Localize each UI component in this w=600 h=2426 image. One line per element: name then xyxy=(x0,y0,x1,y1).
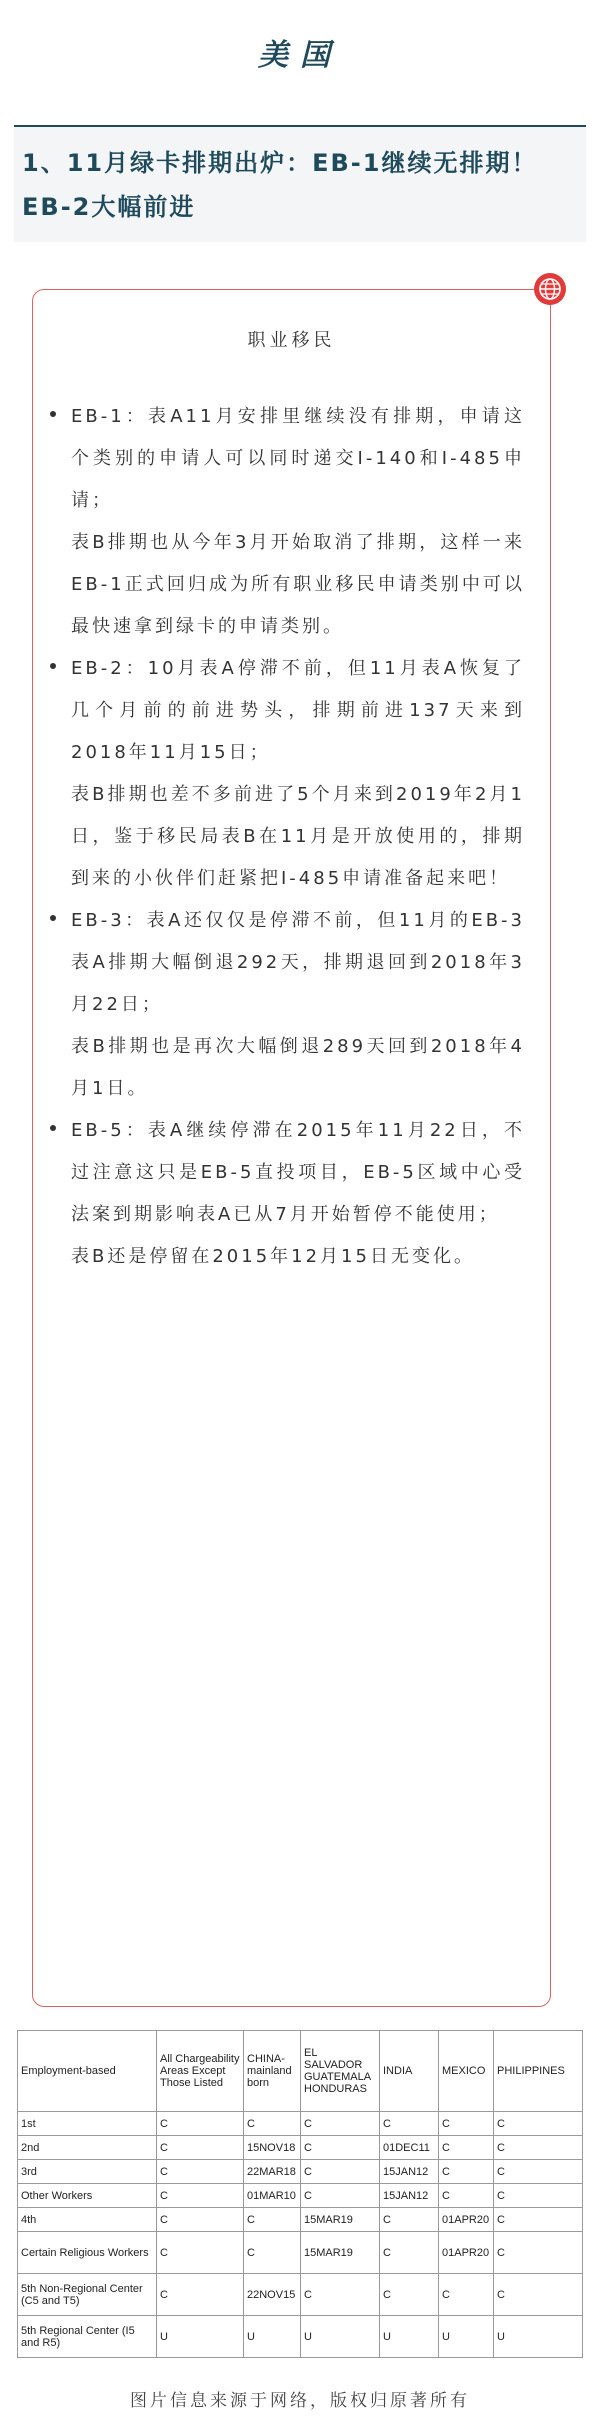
table-cell: 22NOV15 xyxy=(244,2274,301,2316)
table-cell: C xyxy=(494,2274,583,2316)
table-cell: C xyxy=(380,2208,439,2232)
table-cell: 22MAR18 xyxy=(244,2160,301,2184)
table-cell: C xyxy=(157,2112,244,2136)
table-header: All Chargeability Areas Except Those Listed xyxy=(157,2031,244,2112)
table-row xyxy=(18,2316,583,2358)
table-cell: C xyxy=(439,2184,494,2208)
table-header-row xyxy=(18,2031,583,2112)
table-header: EL SALVADOR GUATEMALA HONDURAS xyxy=(301,2031,380,2112)
table-cell: 01APR20 xyxy=(439,2208,494,2232)
table-cell: C xyxy=(157,2184,244,2208)
paragraph: EB-2：10月表A停滞不前，但11月表A恢复了几个月前的前进势头，排期前进137天来到2018年11月15日； xyxy=(71,658,525,763)
table-cell: C xyxy=(244,2112,301,2136)
list-item xyxy=(55,648,525,900)
table-cell: C xyxy=(494,2160,583,2184)
table-cell: C xyxy=(494,2184,583,2208)
table-cell: C xyxy=(380,2232,439,2274)
table-cell: C xyxy=(494,2112,583,2136)
paragraph: 表B还是停留在2015年12月15日无变化。 xyxy=(71,1246,475,1267)
table-header: CHINA-mainland born xyxy=(244,2031,301,2112)
table-row xyxy=(18,2184,583,2208)
table-row xyxy=(18,2274,583,2316)
table-cell: C xyxy=(157,2160,244,2184)
table-cell: C xyxy=(157,2208,244,2232)
bullet-icon xyxy=(50,663,56,669)
visa-bulletin-table xyxy=(17,2030,583,2358)
table-cell: 3rd xyxy=(18,2160,157,2184)
table-row xyxy=(18,2232,583,2274)
paragraph: 表B排期也差不多前进了5个月来到2019年2月1日，鉴于移民局表B在11月是开放使用的，排期到来的小伙伴们赶紧把I-485申请准备起来吧！ xyxy=(71,784,525,889)
paragraph: EB-5：表A继续停滞在2015年11月22日，不过注意这只是EB-5直投项目，EB-5区域中心受法案到期影响表A已从7月开始暂停不能使用； xyxy=(71,1120,525,1225)
paragraph: 表B排期也是再次大幅倒退289天回到2018年4月1日。 xyxy=(71,1036,525,1099)
table-cell: C xyxy=(244,2232,301,2274)
table-cell: 15NOV18 xyxy=(244,2136,301,2160)
table-cell: 01DEC11 xyxy=(380,2136,439,2160)
table-cell: C xyxy=(157,2232,244,2274)
table-cell: U xyxy=(439,2316,494,2358)
list-item xyxy=(55,900,525,1110)
list-item xyxy=(55,396,525,648)
table-cell: U xyxy=(380,2316,439,2358)
table-cell: C xyxy=(301,2274,380,2316)
table-cell: C xyxy=(301,2160,380,2184)
table-row xyxy=(18,2136,583,2160)
bullet-icon xyxy=(50,1125,56,1131)
table-cell: 15JAN12 xyxy=(380,2160,439,2184)
table-cell: C xyxy=(439,2274,494,2316)
table-cell: 4th xyxy=(18,2208,157,2232)
article-title-box xyxy=(14,125,586,242)
card-title: 职业移民 xyxy=(247,330,336,351)
table-cell: C xyxy=(301,2112,380,2136)
table-cell: U xyxy=(301,2316,380,2358)
list-item xyxy=(55,1110,525,1278)
table-cell: 1st xyxy=(18,2112,157,2136)
table-cell: U xyxy=(494,2316,583,2358)
table-cell: 15JAN12 xyxy=(380,2184,439,2208)
table-row xyxy=(18,2208,583,2232)
table-cell: C xyxy=(439,2112,494,2136)
table-header: Employment-based xyxy=(18,2031,157,2112)
table-cell: C xyxy=(157,2274,244,2316)
page-heading: 美国 xyxy=(258,38,342,73)
table-header: MEXICO xyxy=(439,2031,494,2112)
table-cell: Other Workers xyxy=(18,2184,157,2208)
table-cell: 5th Regional Center (I5 and R5) xyxy=(18,2316,157,2358)
table-cell: C xyxy=(157,2136,244,2160)
table-cell: C xyxy=(301,2184,380,2208)
table-cell: C xyxy=(494,2232,583,2274)
table-cell: 15MAR19 xyxy=(301,2208,380,2232)
table-cell: C xyxy=(244,2208,301,2232)
table-cell: C xyxy=(380,2274,439,2316)
table-cell: C xyxy=(439,2160,494,2184)
table-cell: Certain Religious Workers xyxy=(18,2232,157,2274)
table-row xyxy=(18,2160,583,2184)
table-cell: C xyxy=(380,2112,439,2136)
table-cell: 5th Non-Regional Center (C5 and T5) xyxy=(18,2274,157,2316)
table-cell: 2nd xyxy=(18,2136,157,2160)
card-body xyxy=(55,396,525,1278)
paragraph: 表B排期也从今年3月开始取消了排期，这样一来EB-1正式回归成为所有职业移民申请类别中可以最快速拿到绿卡的申请类别。 xyxy=(71,532,525,637)
bullet-icon xyxy=(50,411,56,417)
paragraph: EB-1：表A11月安排里继续没有排期，申请这个类别的申请人可以同时递交I-140和I-485申请； xyxy=(71,406,525,511)
table-cell: U xyxy=(157,2316,244,2358)
table-cell: 01APR20 xyxy=(439,2232,494,2274)
globe-icon xyxy=(533,272,567,306)
table-cell: C xyxy=(439,2136,494,2160)
bullet-icon xyxy=(50,915,56,921)
table-header: PHILIPPINES xyxy=(494,2031,583,2112)
article-title: 1、11月绿卡排期出炉：EB-1继续无排期！EB-2大幅前进 xyxy=(22,149,538,221)
table-header: INDIA xyxy=(380,2031,439,2112)
table-cell: C xyxy=(301,2136,380,2160)
content-card xyxy=(32,289,551,2007)
image-credit-caption: 图片信息来源于网络，版权归原著所有 xyxy=(130,2391,470,2411)
paragraph: EB-3：表A还仅仅是停滞不前，但11月的EB-3表A排期大幅倒退292天，排期退回到2018年3月22日； xyxy=(71,910,525,1015)
table-cell: C xyxy=(494,2136,583,2160)
table-cell: 15MAR19 xyxy=(301,2232,380,2274)
table-row xyxy=(18,2112,583,2136)
table-cell: C xyxy=(494,2208,583,2232)
table-cell: U xyxy=(244,2316,301,2358)
table-cell: 01MAR10 xyxy=(244,2184,301,2208)
